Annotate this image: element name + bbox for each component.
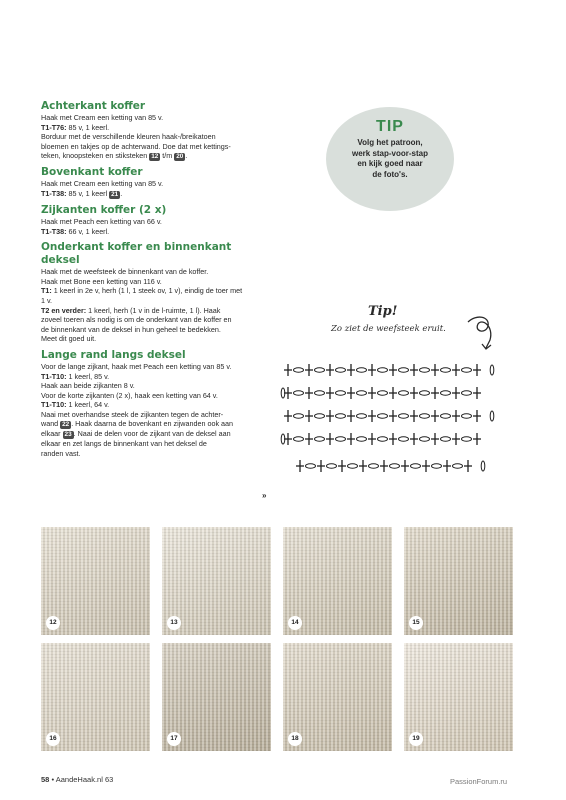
tip-line: en kijk goed naar xyxy=(357,159,423,168)
chain-stitch xyxy=(462,414,472,418)
photo-ref-badge: 20 xyxy=(176,153,184,161)
instruction-line xyxy=(41,439,273,449)
instruction-text: . xyxy=(185,151,188,161)
instruction-text: 1 keerl in 2e v, herh (1 l, 1 steek ov, 1 v), eindig de toer met xyxy=(51,286,243,296)
chain-stitch xyxy=(378,414,388,418)
instruction-text: wand xyxy=(41,419,61,429)
photo-ref-badge: 23 xyxy=(64,431,72,439)
instruction-text: Borduur met de verschillende kleuren haak-/breikatoen xyxy=(41,132,216,142)
instruction-text: 1 keerl, 85 v. xyxy=(66,371,110,381)
photo-label: 12 xyxy=(46,616,60,630)
instruction-text: . Haak daarna de bovenkant en zijwanden ook aan xyxy=(71,419,234,429)
instruction-line xyxy=(41,419,273,429)
instruction-text: Naai met overhandse steek de zijkanten tegen de achter- xyxy=(41,409,224,419)
chain-stitch xyxy=(357,437,367,441)
tip-line: werk stap-voor-stap xyxy=(351,148,429,158)
chain-stitch xyxy=(336,414,346,418)
step-photo xyxy=(41,527,150,635)
instruction-line xyxy=(41,267,273,277)
chain-stitch xyxy=(462,437,472,441)
chain-stitch xyxy=(399,368,409,372)
chain-stitch xyxy=(462,368,472,372)
section xyxy=(41,349,273,459)
instruction-line xyxy=(41,381,273,391)
chain-stitch xyxy=(348,464,358,468)
instruction-line xyxy=(41,151,273,161)
footer-bullet: • xyxy=(51,775,55,784)
chain-stitch xyxy=(378,368,388,372)
continue-mark: » xyxy=(262,491,267,500)
section-title: Zijkanten koffer (2 x) xyxy=(41,203,167,216)
instruction-line xyxy=(41,362,273,372)
photo-label: 17 xyxy=(167,732,181,746)
instruction-text: Haak met Peach een ketting van 66 v. xyxy=(41,216,162,226)
instruction-line xyxy=(41,123,273,133)
chain-stitch xyxy=(315,391,325,395)
chain-stitch xyxy=(357,391,367,395)
instruction-text: zoveel toeren als nodig is om de onderkant van de koffer en xyxy=(41,315,232,325)
chain-stitch xyxy=(306,464,316,468)
instruction-text: Meet dit goed uit. xyxy=(41,334,97,344)
instruction-text: Haak met Cream een ketting van 85 v. xyxy=(41,179,164,189)
chain-stitch xyxy=(441,368,451,372)
instruction-line xyxy=(41,132,273,142)
chain-stitch xyxy=(399,391,409,395)
photo-ref-badge: 22 xyxy=(62,421,70,429)
chain-stitch xyxy=(441,391,451,395)
curly-arrow-icon xyxy=(464,312,498,354)
instruction-line xyxy=(41,142,273,152)
instruction-line xyxy=(41,296,273,306)
chain-stitch xyxy=(378,437,388,441)
section-title: Onderkant koffer en binnenkant deksel xyxy=(41,241,232,267)
tip-text xyxy=(326,138,454,180)
instruction-line xyxy=(41,306,273,316)
chain-stitch xyxy=(369,464,379,468)
chain-stitch xyxy=(294,368,304,372)
instruction-text: Haak met Cream een ketting van 85 v. xyxy=(41,113,164,122)
instruction-line xyxy=(41,315,273,325)
stitch-tip-subtitle: Zo ziet de weefsteek eruit. xyxy=(331,324,446,334)
instruction-line xyxy=(41,189,273,199)
instruction-text: de binnenkant van de deksel in hun geheel te bedekken. xyxy=(41,324,221,334)
chain-stitch xyxy=(336,368,346,372)
chain-stitch xyxy=(441,414,451,418)
instruction-line xyxy=(41,217,273,227)
chain-stitch xyxy=(420,437,430,441)
step-photo xyxy=(283,643,392,751)
instruction-text: . Naai de delen voor de zijkant van de deksel aan xyxy=(73,429,231,439)
round-label: T1: xyxy=(41,286,52,296)
chain-stitch xyxy=(453,464,463,468)
tip-line: Volg het patroon, xyxy=(357,138,423,147)
chain-stitch xyxy=(294,391,304,395)
chain-stitch xyxy=(390,464,400,468)
chain-stitch xyxy=(399,437,409,441)
chain-stitch xyxy=(357,414,367,418)
photo-label: 16 xyxy=(46,732,60,746)
photo-label: 15 xyxy=(409,616,423,630)
chain-stitch xyxy=(399,414,409,418)
photo-label: 19 xyxy=(409,732,423,746)
turning-chain xyxy=(490,411,494,421)
instruction-text: elkaar xyxy=(41,429,63,439)
chain-stitch xyxy=(315,368,325,372)
chain-stitch xyxy=(315,414,325,418)
instruction-text: Haak met de weefsteek de binnenkant van de koffer. xyxy=(41,267,209,277)
page-number: 58 xyxy=(41,775,50,784)
chain-stitch xyxy=(420,414,430,418)
turning-chain xyxy=(490,365,494,375)
instruction-line xyxy=(41,334,273,344)
turning-chain xyxy=(481,461,485,471)
watermark: PassionForum.ru xyxy=(450,777,508,786)
chain-stitch xyxy=(441,437,451,441)
round-label: T1-T38: xyxy=(41,188,67,198)
stitch-diagram xyxy=(280,358,520,483)
instruction-line xyxy=(41,325,273,335)
chain-stitch xyxy=(420,391,430,395)
chain-stitch xyxy=(378,391,388,395)
instruction-line xyxy=(41,227,273,237)
instruction-line xyxy=(41,391,273,401)
chain-stitch xyxy=(411,464,421,468)
step-photo xyxy=(404,643,513,751)
instruction-text: teken, knoopsteken en stiksteken xyxy=(41,151,150,161)
instruction-text: 66 v, 1 keerl. xyxy=(66,226,110,236)
section xyxy=(41,166,273,199)
stitch-tip-title: Tip! xyxy=(368,304,398,319)
instruction-text: 85 v, 1 keerl xyxy=(66,188,110,198)
instruction-text: 1 keerl, herh (1 v in de l-ruimte, 1 l). Haak xyxy=(86,305,221,315)
section xyxy=(41,100,273,161)
section xyxy=(41,204,273,236)
section xyxy=(41,241,273,344)
photo-label: 14 xyxy=(288,616,302,630)
round-label: T1-T38: xyxy=(41,226,67,236)
instruction-text: Haak aan beide zijkanten 8 v. xyxy=(41,381,135,391)
step-photo xyxy=(283,527,392,635)
chain-stitch xyxy=(462,391,472,395)
instruction-line xyxy=(41,286,273,296)
instruction-text: Haak met Bone een ketting van 116 v. xyxy=(41,276,162,286)
instruction-text: randen vast. xyxy=(41,449,81,459)
instruction-text: 85 v, 1 keerl. xyxy=(66,122,110,132)
instruction-line xyxy=(41,277,273,287)
instruction-text: elkaar en zet langs de binnenkant van het deksel de xyxy=(41,439,207,449)
pattern-text-column xyxy=(41,100,273,464)
photo-ref-badge: 12 xyxy=(151,153,159,161)
round-label: T2 en verder: xyxy=(41,305,87,315)
step-photo xyxy=(162,527,271,635)
instruction-line xyxy=(41,429,273,439)
tip-title: TIP xyxy=(376,118,404,135)
section-title: Achterkant koffer xyxy=(41,100,146,112)
round-label: T1-T10: xyxy=(41,371,67,381)
chain-stitch xyxy=(315,437,325,441)
instruction-line xyxy=(41,449,273,459)
photo-label: 13 xyxy=(167,616,181,630)
instruction-text: . xyxy=(120,188,123,198)
footer-source: AandeHaak.nl 63 xyxy=(55,775,114,784)
step-photo xyxy=(162,643,271,751)
instruction-text: Voor de lange zijkant, haak met Peach een ketting van 85 v. xyxy=(41,361,232,371)
step-photo xyxy=(41,643,150,751)
section-title: Bovenkant koffer xyxy=(41,166,143,179)
photo-label: 18 xyxy=(288,732,302,746)
instruction-line xyxy=(41,410,273,420)
instruction-line xyxy=(41,113,273,123)
tip-line: de foto's. xyxy=(372,169,408,179)
step-photo xyxy=(404,527,513,635)
chain-stitch xyxy=(294,437,304,441)
chain-stitch xyxy=(294,414,304,418)
instruction-line xyxy=(41,372,273,382)
instruction-text: 1 v. xyxy=(41,295,53,305)
round-label: T1-T10: xyxy=(41,400,67,410)
instruction-text: bloemen en takjes op de achterwand. Doe dat met kettings- xyxy=(41,141,231,151)
chain-stitch xyxy=(336,437,346,441)
instruction-text: t/m xyxy=(160,151,175,161)
instruction-line xyxy=(41,400,273,410)
chain-stitch xyxy=(357,368,367,372)
chain-stitch xyxy=(420,368,430,372)
round-label: T1-T76: xyxy=(41,122,67,132)
photo-ref-badge: 21 xyxy=(111,190,119,198)
instruction-text: 1 keerl, 64 v. xyxy=(66,400,110,410)
instruction-text: Voor de korte zijkanten (2 x), haak een ketting van 64 v. xyxy=(41,390,218,400)
tip-bubble xyxy=(326,107,454,211)
instruction-line xyxy=(41,179,273,189)
chain-stitch xyxy=(336,391,346,395)
section-title: Lange rand langs deksel xyxy=(41,348,186,361)
page-footer xyxy=(41,775,113,784)
chain-stitch xyxy=(327,464,337,468)
chain-stitch xyxy=(432,464,442,468)
